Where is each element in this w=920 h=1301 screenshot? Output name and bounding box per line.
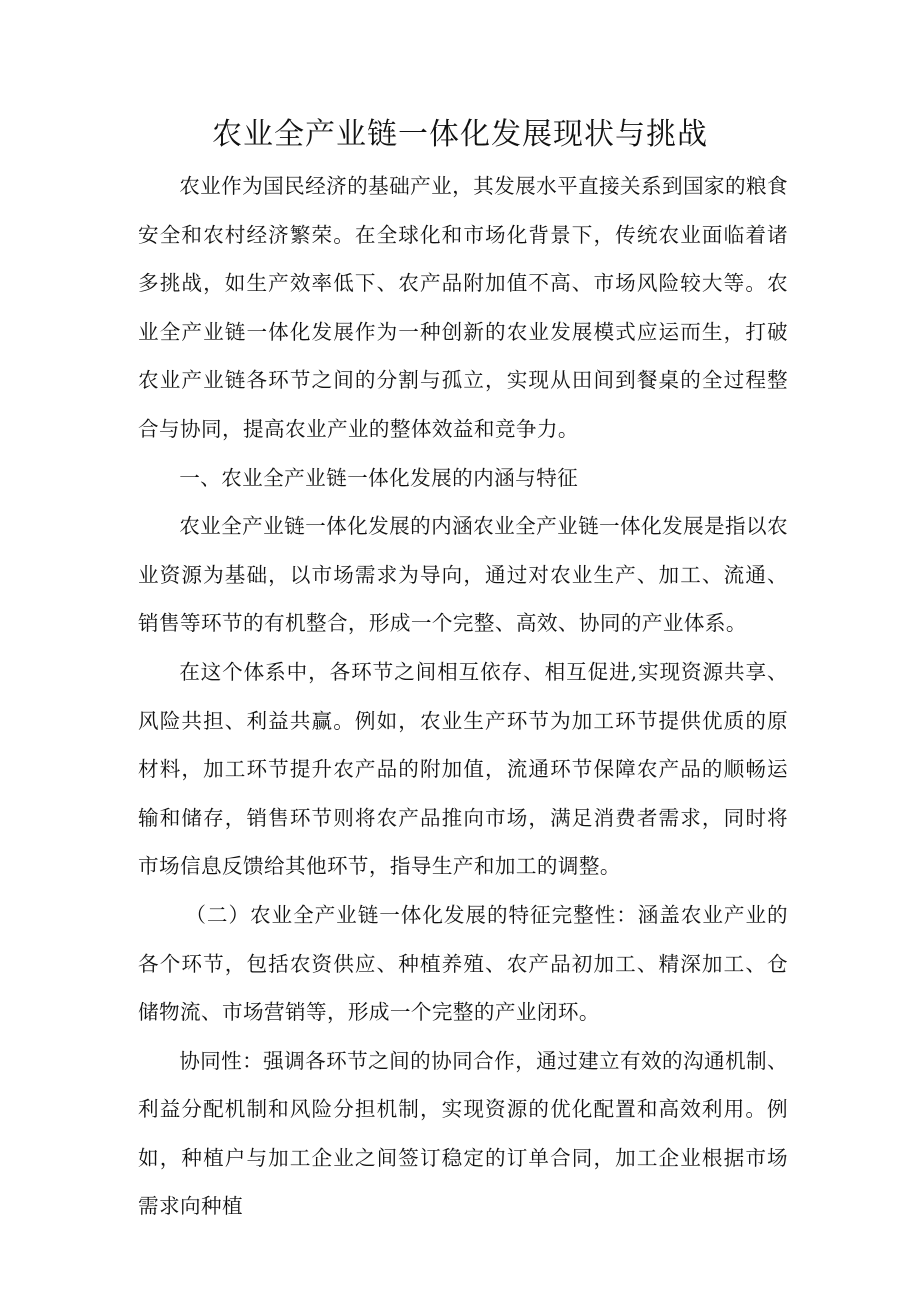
- paragraph-synergy: 协同性：强调各环节之间的协同合作，通过建立有效的沟通机制、利益分配机制和风险分担机制，实现资源的优化配置和高效利用。例如，种植户与加工企业之间签订稳定的订单合同，加工企业根据市场需求向种植: [138, 1048, 789, 1219]
- section-heading-connotation-features: 一、农业全产业链一体化发展的内涵与特征: [179, 465, 579, 490]
- document-title: 农业全产业链一体化发展现状与挑战: [212, 117, 708, 152]
- paragraph-features-completeness: （二）农业全产业链一体化发展的特征完整性：涵盖农业产业的各个环节，包括农资供应、种植养殖、农产品初加工、精深加工、仓储物流、市场营销等，形成一个完整的产业闭环。: [138, 902, 788, 1025]
- paragraph-system: 在这个体系中，各环节之间相互依存、相互促进,实现资源共享、风险共担、利益共赢。例如，农业生产环节为加工环节提供优质的原材料，加工环节提升农产品的附加值，流通环节保障农产品的顺畅运输和储存，销售环节则将农产品推向市场，满足消费者需求，同时将市场信息反馈给其他环节，指导生产和加工的调整。: [138, 659, 788, 879]
- paragraph-connotation: 农业全产业链一体化发展的内涵农业全产业链一体化发展是指以农业资源为基础，以市场需求为导向，通过对农业生产、加工、流通、销售等环节的有机整合，形成一个完整、高效、协同的产业体系。: [138, 514, 789, 636]
- document-body: [138, 162, 788, 1231]
- paragraph-intro: 农业作为国民经济的基础产业，其发展水平直接关系到国家的粮食安全和农村经济繁荣。在全球化和市场化背景下，传统农业面临着诸多挑战，如生产效率低下、农产品附加值不高、市场风险较大等。农业全产业链一体化发展作为一种创新的农业发展模式应运而生，打破农业产业链各环节之间的分割与孤立，实现从田间到餐桌的全过程整合与协同，提高农业产业的整体效益和竞争力。: [138, 174, 789, 441]
